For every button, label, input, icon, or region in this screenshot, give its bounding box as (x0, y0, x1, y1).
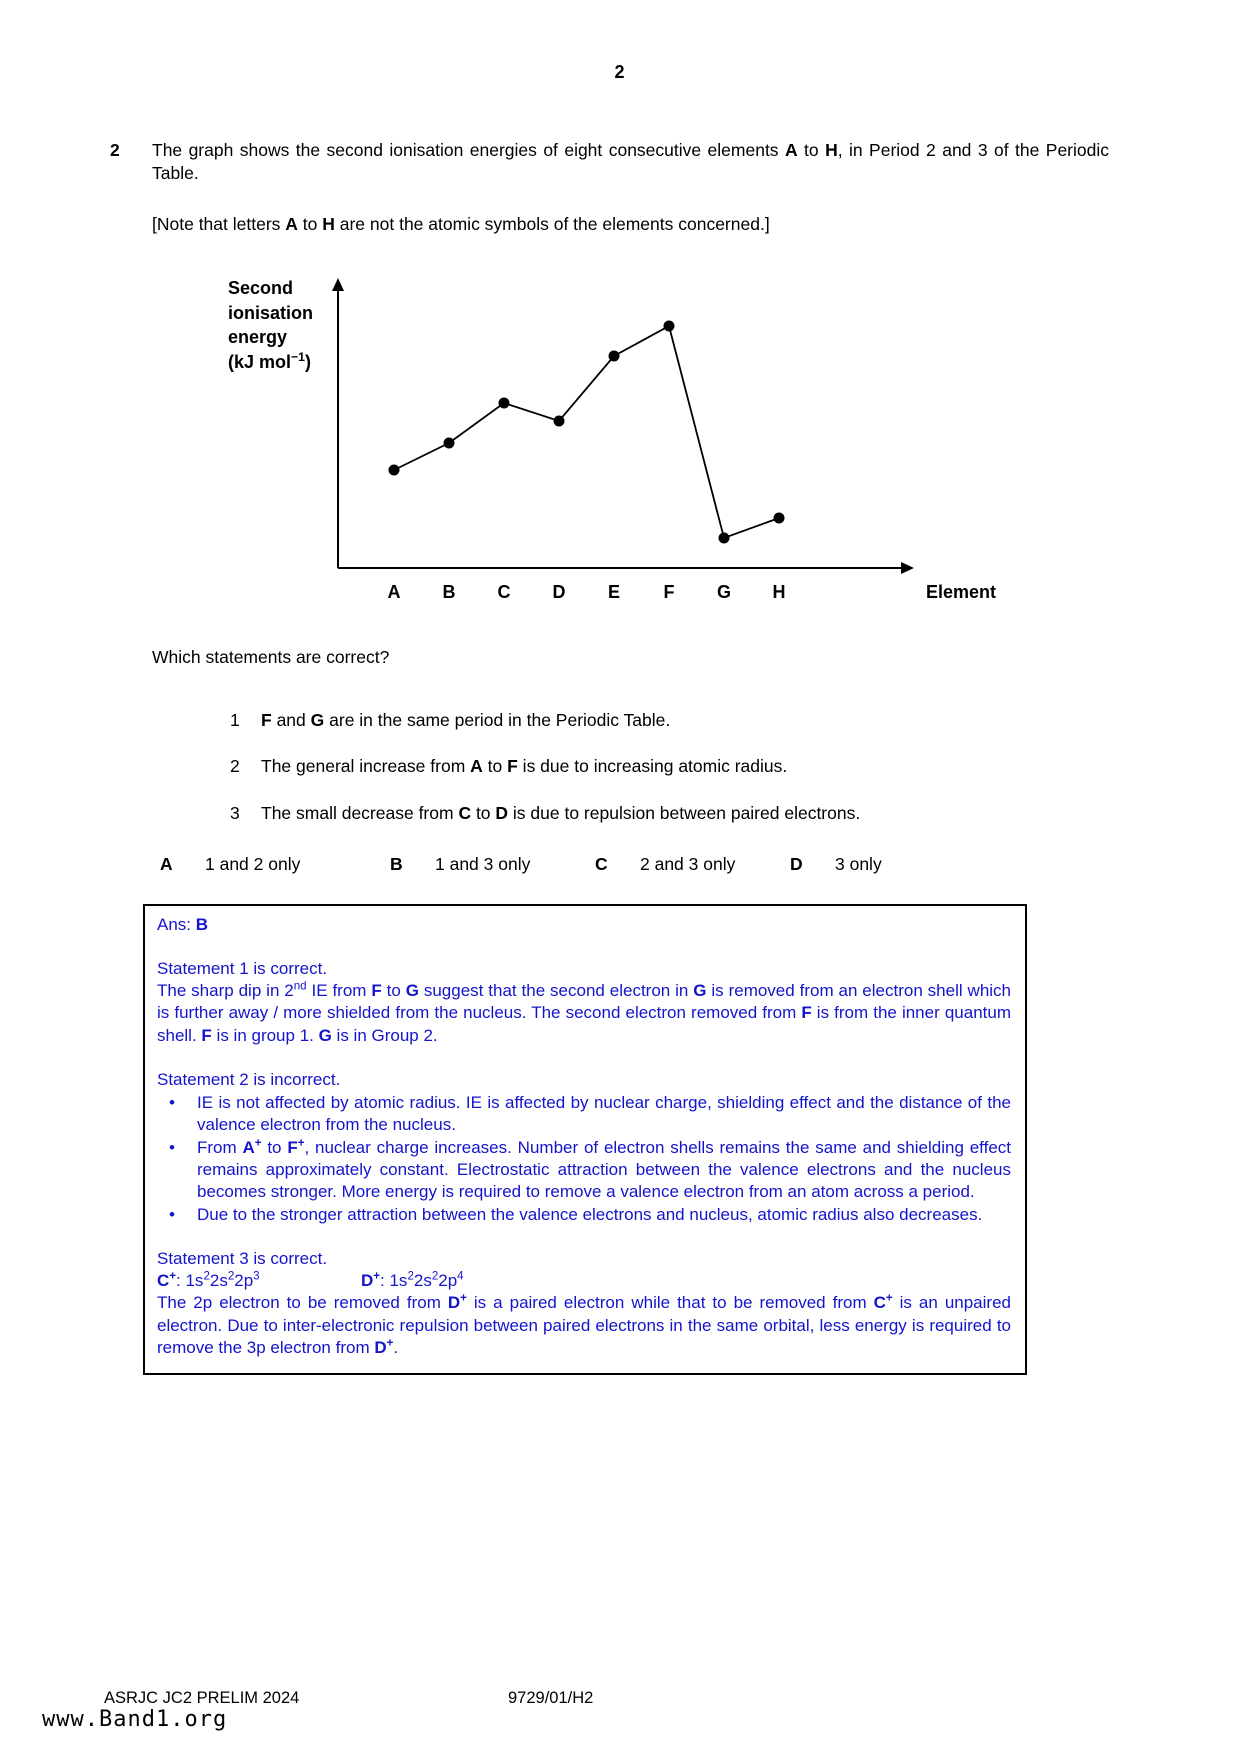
statement-2-bullet-1-text: • IE is not affected by atomic radius. IE is affected by nuclear charge, shielding effect and the distance of the valence electron from the nucleus. (197, 1092, 1011, 1134)
answer-options-row (160, 853, 1109, 876)
answer-box (143, 904, 1027, 1375)
question-note: [Note that letters A to H are not the atomic symbols of the elements concerned.] (152, 213, 770, 234)
option-a-label: A (160, 853, 173, 874)
statement-2-bullet-1 (157, 1092, 1011, 1136)
answer-label: Ans: (157, 915, 192, 935)
svg-text:B: B (442, 581, 456, 602)
footer-paper-reference: ASRJC JC2 PRELIM 2024 (104, 1689, 300, 1707)
option-c-text: 2 and 3 only (640, 853, 736, 874)
option-a (160, 853, 390, 876)
svg-text:Element: Element (926, 581, 997, 602)
option-d-label: D (790, 853, 803, 874)
statement-1-verdict: Statement 1 is correct. (157, 959, 328, 979)
option-b-label: B (390, 853, 403, 874)
question-2 (110, 139, 1109, 186)
question-number: 2 (110, 140, 120, 160)
page-number: 2 (614, 62, 625, 82)
svg-text:E: E (607, 581, 621, 602)
watermark-text: www.Band1.org (42, 1707, 228, 1732)
statement-1-text: F and G are in the same period in the Periodic Table. (261, 710, 671, 731)
statement-list (230, 709, 1109, 825)
statement-3-text: The small decrease from C to D is due to repulsion between paired electrons. (261, 802, 861, 823)
statement-2-bullet-3 (157, 1204, 1011, 1226)
svg-text:A: A (387, 581, 401, 602)
ionisation-chart-svg (328, 274, 1028, 610)
statement-2-bullet-2-text: • From A+ to F+, nuclear charge increases. Number of electron shells remains the same and shielding effect remains approximately constant. Electrostatic attraction between the valence electrons and the nucleus becomes stronger. More energy is required to remove a valence electron from an atom across a period. (197, 1137, 1012, 1202)
svg-text:G: G (716, 581, 732, 602)
option-d (790, 853, 882, 876)
statement-2-verdict: Statement 2 is incorrect. (157, 1069, 341, 1089)
statement-2-bullet-2 (157, 1137, 1011, 1203)
statement-2-text: The general increase from A to F is due to increasing atomic radius. (261, 756, 788, 777)
statement-1-explanation: The sharp dip in 2nd IE from F to G suggest that the second electron in G is removed from an electron shell which is further away / more shielded from the nucleus. The second electron removed from F is from the inner quantum shell. F is in group 1. G is in Group 2. (157, 980, 1012, 1045)
option-d-text: 3 only (835, 853, 882, 874)
chart-y-axis-label: Second ionisation energy (kJ mol$^{-1}$) (228, 277, 313, 373)
config-c-plus: C+: $1s^22s^22p^3$ (157, 1270, 260, 1291)
option-b (390, 853, 595, 876)
svg-text:H: H (772, 581, 786, 602)
ionisation-energy-chart (228, 274, 1109, 610)
statement-3-number: 3 (230, 802, 240, 823)
option-c (595, 853, 790, 876)
footer-paper-code: 9729/01/H2 (508, 1689, 594, 1707)
statement-3-verdict: Statement 3 is correct. (157, 1249, 328, 1269)
svg-text:F: F (663, 581, 675, 602)
electron-configurations (157, 1270, 1011, 1292)
statement-2-bullet-3-text: • Due to the stronger attraction between the valence electrons and nucleus, atomic radius also decreases. (197, 1205, 983, 1225)
svg-text:D: D (552, 581, 566, 602)
statement-1 (230, 709, 1109, 732)
config-d-plus: D+: $1s^22s^22p^4$ (361, 1270, 464, 1291)
statement-3-explanation: The 2p electron to be removed from D+ is a paired electron while that to be removed from C+ is an unpaired electron. Due to inter-electronic repulsion between paired electrons in the same orbital, less energy is required to remove the 3p electron from D+. (157, 1292, 1011, 1357)
option-c-label: C (595, 853, 608, 874)
statement-3 (230, 802, 1109, 825)
question-prompt: Which statements are correct? (152, 646, 390, 667)
statement-2-number: 2 (230, 756, 240, 777)
svg-text:C: C (497, 581, 511, 602)
option-a-text: 1 and 2 only (205, 853, 301, 874)
question-intro: The graph shows the second ionisation energies of eight consecutive elements A to H, in Period 2 and 3 of the Periodic Table. (152, 140, 1109, 184)
question-block (110, 139, 1109, 876)
statement-1-number: 1 (230, 710, 240, 731)
answer-line (157, 914, 1011, 936)
option-b-text: 1 and 3 only (435, 853, 531, 874)
answer-value: B (195, 915, 209, 935)
statement-2 (230, 755, 1109, 778)
